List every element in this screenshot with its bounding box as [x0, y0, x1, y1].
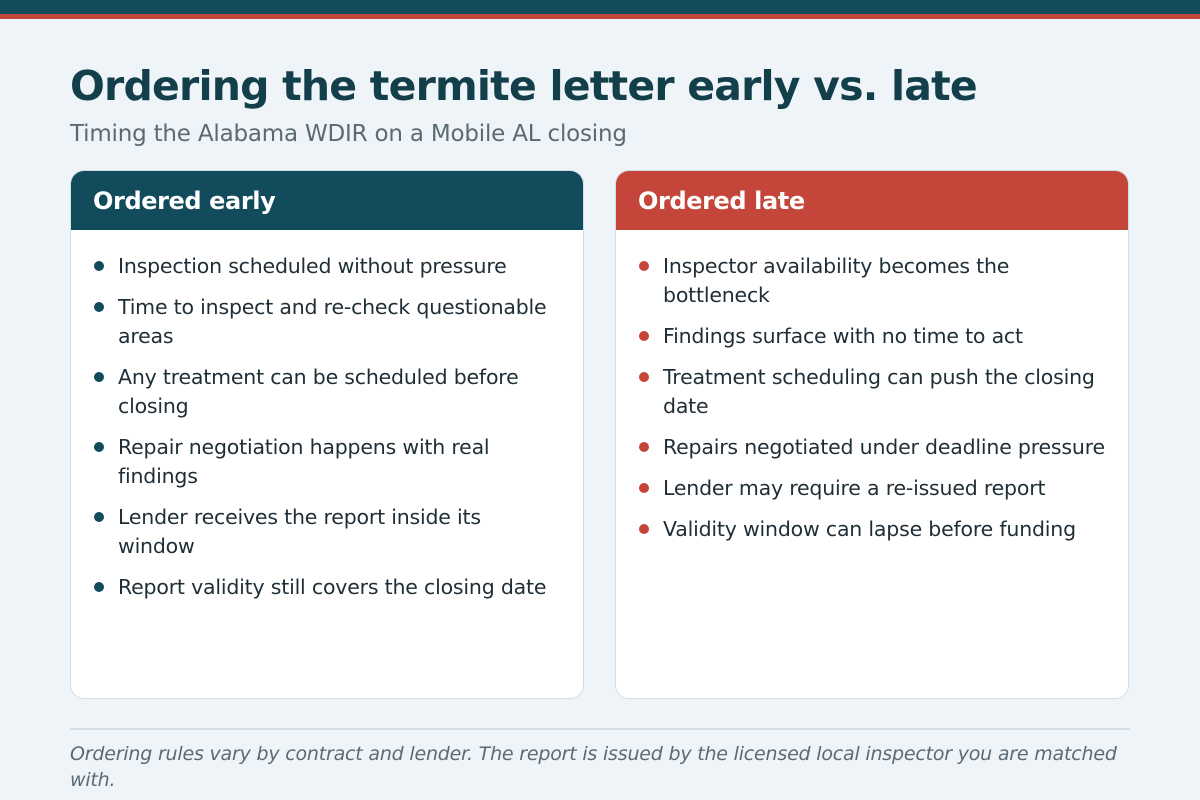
- bullet-dot-icon: [94, 582, 104, 592]
- bullet-dot-icon: [639, 261, 649, 271]
- list-item-text: Lender receives the report inside its window: [118, 505, 481, 558]
- list-item-text: Any treatment can be scheduled before closing: [118, 365, 519, 418]
- card-title: Ordered late: [638, 186, 805, 215]
- footer-divider: [70, 728, 1130, 730]
- bullet-dot-icon: [639, 483, 649, 493]
- list-item: [663, 252, 1108, 310]
- list-item-text: Repair negotiation happens with real findings: [118, 435, 490, 488]
- footnote: Ordering rules vary by contract and lender. The report is issued by the licensed local inspector you are matched with.: [70, 743, 1117, 791]
- card-title: Ordered early: [93, 186, 276, 215]
- bullet-list: [71, 230, 583, 602]
- list-item-text: Findings surface with no time to act: [663, 324, 1023, 348]
- top-accent-stripe: [0, 14, 1200, 19]
- list-item: [663, 363, 1108, 421]
- list-item: [663, 515, 1108, 544]
- list-item: [663, 474, 1108, 503]
- bullet-dot-icon: [94, 302, 104, 312]
- list-item: [663, 322, 1108, 351]
- bullet-dot-icon: [639, 331, 649, 341]
- bullet-dot-icon: [94, 442, 104, 452]
- list-item-text: Lender may require a re-issued report: [663, 476, 1046, 500]
- list-item-text: Validity window can lapse before funding: [663, 517, 1076, 541]
- bullet-dot-icon: [94, 512, 104, 522]
- card-ordered-late: [615, 170, 1129, 699]
- card-ordered-early: [70, 170, 584, 699]
- page-title: Ordering the termite letter early vs. late: [70, 62, 977, 110]
- bullet-dot-icon: [94, 372, 104, 382]
- list-item-text: Report validity still covers the closing date: [118, 575, 547, 599]
- list-item: [118, 252, 563, 281]
- list-item: [118, 433, 563, 491]
- card-header-ordered-late: [616, 171, 1128, 230]
- list-item: [118, 503, 563, 561]
- top-accent-bar: [0, 0, 1200, 14]
- bullet-list: [616, 230, 1128, 544]
- list-item: [118, 293, 563, 351]
- card-header-ordered-early: [71, 171, 583, 230]
- list-item-text: Inspection scheduled without pressure: [118, 254, 507, 278]
- list-item-text: Time to inspect and re-check questionable areas: [118, 295, 547, 348]
- list-item-text: Repairs negotiated under deadline pressure: [663, 435, 1105, 459]
- bullet-dot-icon: [94, 261, 104, 271]
- bullet-dot-icon: [639, 442, 649, 452]
- list-item: [663, 433, 1108, 462]
- bullet-dot-icon: [639, 372, 649, 382]
- list-item: [118, 363, 563, 421]
- list-item-text: Inspector availability becomes the bottleneck: [663, 254, 1010, 307]
- page-subtitle: Timing the Alabama WDIR on a Mobile AL closing: [70, 121, 627, 147]
- list-item: [118, 573, 563, 602]
- bullet-dot-icon: [639, 524, 649, 534]
- list-item-text: Treatment scheduling can push the closing date: [663, 365, 1095, 418]
